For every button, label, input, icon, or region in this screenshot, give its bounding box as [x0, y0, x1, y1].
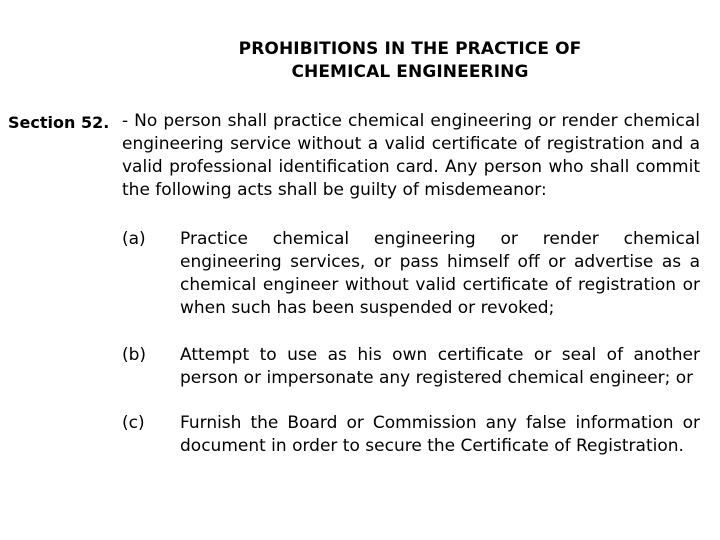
list-item-label: (c)	[122, 413, 145, 433]
page-title	[150, 38, 670, 84]
section-label: Section 52.	[8, 113, 110, 132]
section-intro-text: - No person shall practice chemical engineering or render chemical engineering service without a valid certificate of registration and a valid professional identification card. Any person who shall commit the following acts shall be guilty of misdemeanor:	[122, 111, 700, 200]
list-item-text: Attempt to use as his own certificate or seal of another person or impersonate any registered chemical engineer; or	[180, 345, 700, 388]
list-item-text: Practice chemical engineering or render chemical engineering services, or pass himself off or advertise as a chemical engineer without valid certificate of registration or when such has been suspended or revoked;	[180, 229, 700, 318]
title-line-1: PROHIBITIONS IN THE PRACTICE OF	[238, 39, 582, 59]
list-item-label: (a)	[122, 229, 146, 249]
list-item-text: Furnish the Board or Commission any false information or document in order to secure the Certificate of Registration.	[180, 413, 700, 456]
list-item-label: (b)	[122, 345, 147, 365]
title-line-2: CHEMICAL ENGINEERING	[291, 62, 529, 82]
